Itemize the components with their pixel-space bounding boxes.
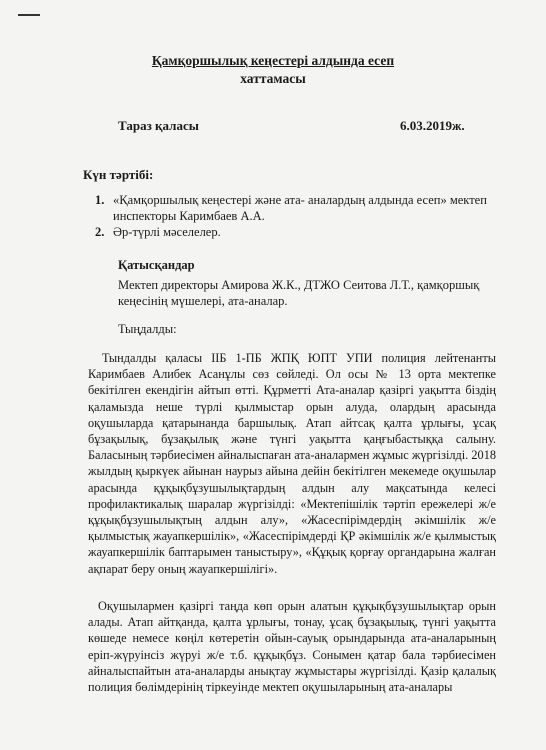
agenda-item-number: 2. <box>95 225 105 239</box>
participants-heading: Қатысқандар <box>118 258 195 272</box>
agenda-list <box>95 192 495 240</box>
document-date: 6.03.2019ж. <box>400 118 465 133</box>
document-title-line2: хаттамасы <box>240 71 306 86</box>
participants-text: Мектеп директоры Амирова Ж.К., ДТЖО Сеитова Л.Т., қамқоршық кеңесінің мүшелері, ата-аналар. <box>118 278 480 308</box>
paragraph-1: Тындалды қаласы ІІБ 1-ПБ ЖПҚ ЮПТ УПИ полиция лейтенанты Каримбаев Алибек Асанұлы сөз сөйледі. Ол осы № 13 орта мектепке бекітілген екендігін айтып өтті. Құрметті Ата-аналар қазіргі уақытта біздің қаламызда неше түрлі қылмыстар орын алуда, олардың арасында оқушыларда қатарынанда баршылық. Атап айтсақ қалта ұрлығы, ұсақ бұзақылық, бұзақылық және түнгі уақытта қаңғыбастыққа салыну. Баласының тәрбиесімен айналыспаған ата-аналармен жұмыс жүргізілді. 2018 жылдың қыркүек айынан наурыз айына дейін бекітілген мекемеде оқушылар арасында құқықбұзушылықтардың алдын алу мақсатында келесі профилактикалық шаралар жүргізілді: «Мектепішілік тәртіп ережелері ж/е құқықбұзушылықтың алдын алу», «Жасеспірімдердің әкімшілік ж/е қылмыстық жауапкершілік», «Жасеспірімдерді ҚР әкімшілік ж/е қылмыстық жауапкершілік баптарымен таныстыру», «Құқық қорғау органдарына жалған ақпарат беру оның жауапкершілігі». <box>88 351 496 576</box>
agenda-item-text: Әр-түрлі мәселелер. <box>113 225 221 239</box>
agenda-item <box>95 224 495 240</box>
city-label: Тараз қаласы <box>118 118 199 133</box>
agenda-heading: Күн тәртібі: <box>83 167 154 182</box>
heard-heading: Тыңдалды: <box>118 322 177 336</box>
paragraph-2: Оқушылармен қазіргі таңда көп орын алатын құқықбұзушылықтар орын алады. Атап айтқанда, қалта ұрлығы, тонау, ұсақ бұзақылық, түнгі уақытта көшеде немесе көңіл көтеретін ойын-сауық орындарында ата-аналарының еріп-жүруінсіз жүруі ж/е т.б. құқықбұз. Сонымен қатар бала тәрбиесімен айналыспайтын ата-аналарды анықтау жұмыстары жүргізілді. Қазір қалалық полиция бөлімдерінің тіркеуінде мектеп оқушыларының ата-аналары <box>88 599 496 695</box>
agenda-item-text: «Қамқоршылық кеңестері және ата- аналардың алдында есеп» мектеп инспекторы Каримбаев А.А. <box>113 193 487 223</box>
document-title-line1: Қамқоршылық кеңестері алдында есеп <box>151 53 395 68</box>
agenda-item-number: 1. <box>95 193 105 207</box>
agenda-item <box>95 192 495 224</box>
scan-corner-mark <box>18 14 40 16</box>
